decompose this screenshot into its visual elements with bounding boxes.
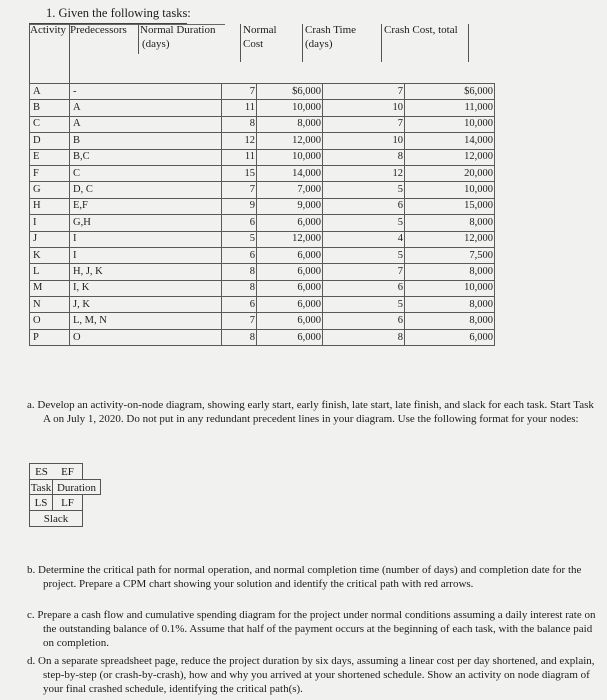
activity-cell: F [30,165,70,181]
normal-cost-cell: 6,000 [257,247,323,263]
crash-time-cell: 4 [323,231,405,247]
table-row [30,297,495,313]
activity-cell: H [30,198,70,214]
activity-cell: P [30,329,70,345]
header-normal-duration: Normal Duration [140,24,216,36]
node-ls: LS [29,495,53,511]
predecessors-cell: A [70,100,222,116]
predecessors-cell: I [70,247,222,263]
part-a-text: Develop an activity-on-node diagram, showing early start, early finish, late start, late finish, and slack for each task. Start Task A on July 1, 2020. Do not put in any redundant precedent lines in your diagram. Use the following format for your nodes: [37,399,594,425]
normal-cost-cell: 6,000 [257,264,323,280]
predecessors-cell: O [70,329,222,345]
table-row [30,313,495,329]
predecessors-cell: I [70,231,222,247]
node-ef: EF [53,463,83,479]
node-es: ES [29,463,53,479]
crash-cost-cell: 8,000 [405,313,495,329]
normal-cost-cell: $6,000 [257,84,323,100]
activity-cell: D [30,133,70,149]
part-c-label: c. [27,609,35,621]
crash-time-cell: 8 [323,329,405,345]
duration-cell: 11 [222,149,257,165]
table-row [30,280,495,296]
normal-cost-cell: 12,000 [257,231,323,247]
header-normal-cost-2: Cost [243,38,264,50]
table-row [30,231,495,247]
node-format-legend [29,463,131,527]
activity-cell: K [30,247,70,263]
table-row [30,84,495,100]
predecessors-cell: H, J, K [70,264,222,280]
duration-cell: 7 [222,182,257,198]
crash-cost-cell: 15,000 [405,198,495,214]
predecessors-cell: A [70,116,222,132]
header-predecessors: Predecessors [70,24,127,36]
crash-time-cell: 5 [323,182,405,198]
duration-cell: 9 [222,198,257,214]
node-lf: LF [53,495,83,511]
duration-cell: 12 [222,133,257,149]
table-row [30,215,495,231]
table-row [30,116,495,132]
duration-cell: 15 [222,165,257,181]
activity-cell: A [30,84,70,100]
activity-cell: B [30,100,70,116]
part-b-text: Determine the critical path for normal operation, and normal completion time (number of days) and completion date for the project. Prepare a CPM chart showing your solution and identify the critical path with red arrows. [38,564,582,590]
crash-cost-cell: $6,000 [405,84,495,100]
table-row [30,133,495,149]
crash-time-cell: 10 [323,100,405,116]
predecessors-cell: D, C [70,182,222,198]
header-normal-cost: Normal [243,24,277,36]
crash-cost-cell: 8,000 [405,264,495,280]
table-row [30,329,495,345]
predecessors-cell: G,H [70,215,222,231]
activity-cell: C [30,116,70,132]
normal-cost-cell: 7,000 [257,182,323,198]
predecessors-cell: J, K [70,297,222,313]
crash-cost-cell: 12,000 [405,149,495,165]
crash-cost-cell: 10,000 [405,280,495,296]
crash-time-cell: 7 [323,84,405,100]
part-a [27,398,598,426]
predecessors-cell: L, M, N [70,313,222,329]
tasks-table [29,83,495,346]
duration-cell: 11 [222,100,257,116]
normal-cost-cell: 6,000 [257,313,323,329]
crash-time-cell: 6 [323,280,405,296]
crash-cost-cell: 11,000 [405,100,495,116]
table-row [30,182,495,198]
node-task: Task [29,479,53,495]
part-b [27,563,603,591]
node-duration: Duration [53,479,101,495]
table-row [30,247,495,263]
part-a-label: a. [27,399,35,411]
duration-cell: 8 [222,264,257,280]
duration-cell: 8 [222,280,257,296]
duration-cell: 8 [222,116,257,132]
crash-time-cell: 5 [323,215,405,231]
table-row [30,264,495,280]
header-crash-cost: Crash Cost, total [384,24,458,36]
activity-cell: O [30,313,70,329]
crash-cost-cell: 8,000 [405,297,495,313]
normal-cost-cell: 9,000 [257,198,323,214]
normal-cost-cell: 6,000 [257,280,323,296]
duration-cell: 6 [222,215,257,231]
table-row [30,165,495,181]
header-crash-time-days: (days) [305,38,333,50]
duration-cell: 7 [222,313,257,329]
predecessors-cell: B [70,133,222,149]
header-days: (days) [142,38,170,50]
crash-time-cell: 6 [323,313,405,329]
predecessors-cell: C [70,165,222,181]
activity-cell: L [30,264,70,280]
predecessors-cell: I, K [70,280,222,296]
crash-time-cell: 7 [323,116,405,132]
table-row [30,198,495,214]
header-activity: Activity [30,24,67,36]
duration-cell: 6 [222,297,257,313]
crash-cost-cell: 20,000 [405,165,495,181]
duration-cell: 7 [222,84,257,100]
normal-cost-cell: 6,000 [257,215,323,231]
activity-cell: J [30,231,70,247]
crash-cost-cell: 6,000 [405,329,495,345]
duration-cell: 6 [222,247,257,263]
duration-cell: 5 [222,231,257,247]
header-crash-time: Crash Time [305,24,357,36]
activity-cell: N [30,297,70,313]
activity-cell: G [30,182,70,198]
normal-cost-cell: 6,000 [257,297,323,313]
part-d [27,654,607,696]
part-d-text: On a separate spreadsheet page, reduce the project duration by six days, assuming a linear cost per day shortened, and explain, step-by-step (or crash-by-crash), how and why you arrived at your shortened schedule. Show an activity on node diagram of your final crashed schedule, identifying the critical path(s). [38,655,595,695]
part-d-label: d. [27,655,36,667]
part-b-label: b. [27,564,36,576]
node-slack: Slack [29,511,83,527]
crash-time-cell: 8 [323,149,405,165]
crash-time-cell: 7 [323,264,405,280]
activity-cell: M [30,280,70,296]
crash-cost-cell: 10,000 [405,182,495,198]
normal-cost-cell: 6,000 [257,329,323,345]
normal-cost-cell: 8,000 [257,116,323,132]
crash-time-cell: 10 [323,133,405,149]
table-row [30,100,495,116]
crash-time-cell: 6 [323,198,405,214]
crash-cost-cell: 14,000 [405,133,495,149]
predecessors-cell: - [70,84,222,100]
crash-cost-cell: 10,000 [405,116,495,132]
activity-cell: I [30,215,70,231]
part-c-text: Prepare a cash flow and cumulative spending diagram for the project under normal conditions assuming a daily interest rate on the outstanding balance of 0.1%. Assume that half of the payment occurs at the beginning of each task, with the balance paid on completion. [37,609,596,649]
normal-cost-cell: 10,000 [257,100,323,116]
crash-time-cell: 12 [323,165,405,181]
question-title: 1. Given the following tasks: [46,6,191,20]
crash-cost-cell: 7,500 [405,247,495,263]
crash-time-cell: 5 [323,297,405,313]
predecessors-cell: E,F [70,198,222,214]
part-c [27,608,603,650]
normal-cost-cell: 10,000 [257,149,323,165]
crash-cost-cell: 8,000 [405,215,495,231]
activity-cell: E [30,149,70,165]
predecessors-cell: B,C [70,149,222,165]
table-row [30,149,495,165]
duration-cell: 8 [222,329,257,345]
crash-cost-cell: 12,000 [405,231,495,247]
crash-time-cell: 5 [323,247,405,263]
normal-cost-cell: 14,000 [257,165,323,181]
normal-cost-cell: 12,000 [257,133,323,149]
